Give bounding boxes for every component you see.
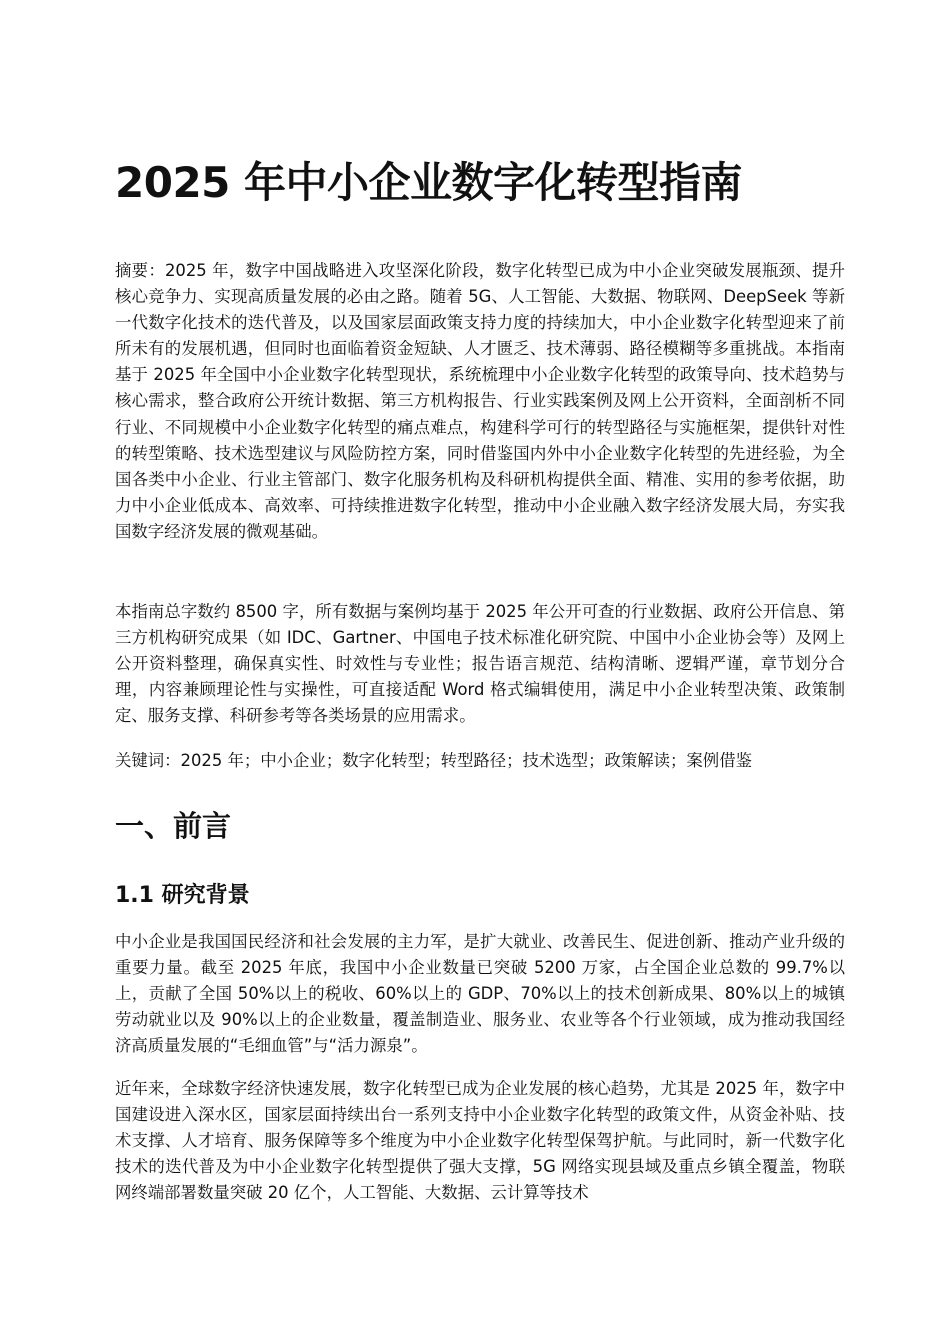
subsection-heading-background: 1.1 研究背景 bbox=[115, 883, 250, 908]
scope-note-paragraph: 本指南总字数约 8500 字，所有数据与案例均基于 2025 年公开可查的行业数据、政府公开信息、第三方机构研究成果（如 IDC、Gartner、中国电子技术标准化研究院、中国中小企业协会等）及网上公开资料整理，确保真实性、时效性与专业性；报告语言规范、结构清晰、逻辑严谨，章节划分合理，内容兼顾理论性与实操性，可直接适配 Word 格式编辑使用，满足中小企业转型决策、政策制定、服务支撑、科研参考等各类场景的应用需求。 bbox=[115, 602, 845, 726]
keywords-line: 关键词：2025 年；中小企业；数字化转型；转型路径；技术选型；政策解读；案例借鉴 bbox=[115, 751, 752, 770]
background-paragraph-1: 中小企业是我国国民经济和社会发展的主力军，是扩大就业、改善民生、促进创新、推动产业升级的重要力量。截至 2025 年底，我国中小企业数量已突破 5200 万家，占全国企业总数的 99.7%以上，贡献了全国 50%以上的税收、60%以上的 GDP、70%以上的技术创新成果、80%以上的城镇劳动就业以及 90%以上的企业数量，覆盖制造业、服务业、农业等各个行业领域，成为推动我国经济高质量发展的“毛细血管”与“活力源泉”。 bbox=[115, 932, 845, 1056]
section-heading-preface: 一、前言 bbox=[115, 809, 232, 843]
document-title: 2025 年中小企业数字化转型指南 bbox=[115, 158, 743, 207]
background-paragraph-2: 近年来，全球数字经济快速发展，数字化转型已成为企业发展的核心趋势，尤其是 2025 年，数字中国建设进入深水区，国家层面持续出台一系列支持中小企业数字化转型的政策文件，从资金补贴、技术支撑、人才培育、服务保障等多个维度为中小企业数字化转型保驾护航。与此同时，新一代数字化技术的迭代普及为中小企业数字化转型提供了强大支撑，5G 网络实现县域及重点乡镇全覆盖，物联网终端部署数量突破 20 亿个，人工智能、大数据、云计算等技术 bbox=[115, 1079, 845, 1203]
abstract-paragraph: 摘要：2025 年，数字中国战略进入攻坚深化阶段，数字化转型已成为中小企业突破发展瓶颈、提升核心竞争力、实现高质量发展的必由之路。随着 5G、人工智能、大数据、物联网、DeepSeek 等新一代数字化技术的迭代普及，以及国家层面政策支持力度的持续加大，中小企业数字化转型迎来了前所未有的发展机遇，但同时也面临着资金短缺、人才匮乏、技术薄弱、路径模糊等多重挑战。本指南基于 2025 年全国中小企业数字化转型现状，系统梳理中小企业数字化转型的政策导向、技术趋势与核心需求，整合政府公开统计数据、第三方机构报告、行业实践案例及网上公开资料，全面剖析不同行业、不同规模中小企业数字化转型的痛点难点，构建科学可行的转型路径与实施框架，提供针对性的转型策略、技术选型建议与风险防控方案，同时借鉴国内外中小企业数字化转型的先进经验，为全国各类中小企业、行业主管部门、数字化服务机构及科研机构提供全面、精准、实用的参考依据，助力中小企业低成本、高效率、可持续推进数字化转型，推动中小企业融入数字经济发展大局，夯实我国数字经济发展的微观基础。 bbox=[115, 261, 845, 541]
